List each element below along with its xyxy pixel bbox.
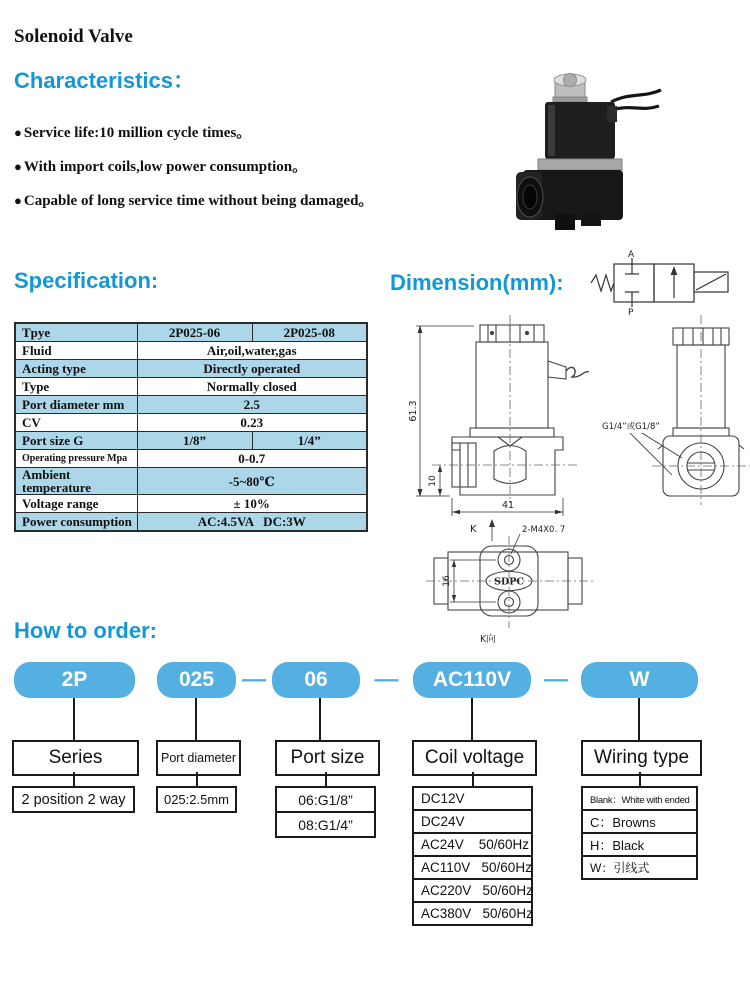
dim-offset-label: 10 xyxy=(428,475,438,487)
option-item: W：引线式 xyxy=(581,855,698,880)
option-item: DC24V xyxy=(412,809,533,834)
code-separator: — xyxy=(544,666,568,693)
connector-line xyxy=(325,772,327,786)
spec-label: Tpye xyxy=(15,323,137,342)
spec-label: Voltage range xyxy=(15,495,137,513)
spec-value: 2.5 xyxy=(137,396,367,414)
spec-label: Power consumption xyxy=(15,513,137,532)
spec-label: Ambient temperature xyxy=(15,468,137,495)
option-item: 025:2.5mm xyxy=(156,786,237,813)
port-diameter-options xyxy=(156,786,237,813)
page-title: Solenoid Valve xyxy=(14,26,133,47)
table-row xyxy=(15,450,367,468)
specification-heading: Specification: xyxy=(14,268,159,293)
hole-spacing-label: 16 xyxy=(442,575,452,587)
spec-value: Normally closed xyxy=(137,378,367,396)
spec-value: AC:4.5VA DC:3W xyxy=(137,513,367,532)
table-row xyxy=(15,323,367,342)
connector-line xyxy=(73,698,75,740)
connector-line xyxy=(195,698,197,740)
spec-value: 0-0.7 xyxy=(137,450,367,468)
wiring-type-options xyxy=(581,786,698,880)
spec-label: Type xyxy=(15,378,137,396)
spec-value: 1/4” xyxy=(252,432,367,450)
order-label-wiring-type: Wiring type xyxy=(581,740,702,776)
spec-value: ± 10% xyxy=(137,495,367,513)
front-view-drawing xyxy=(408,315,593,543)
option-item: 06:G1/8” xyxy=(275,786,376,813)
option-item: 08:G1/4” xyxy=(275,811,376,838)
order-label-port-size: Port size xyxy=(275,740,380,776)
product-photo-solenoid-valve xyxy=(483,66,698,241)
option-item: H：Black xyxy=(581,832,698,857)
dim-height-label: 61.3 xyxy=(408,400,419,422)
spec-label: Port diameter mm xyxy=(15,396,137,414)
option-item: Blank：White with ended xyxy=(581,786,698,811)
option-item: DC12V xyxy=(412,786,533,811)
connector-line xyxy=(73,772,75,786)
table-row xyxy=(15,360,367,378)
option-item: C：Browns xyxy=(581,809,698,834)
table-row xyxy=(15,468,367,495)
port-size-options xyxy=(275,786,376,838)
characteristic-text: With import coils,low power consumption。 xyxy=(23,159,308,175)
order-code-port-size: 06 xyxy=(272,662,360,698)
bullet-icon: ● xyxy=(14,159,22,174)
spec-value: Air,oil,water,gas xyxy=(137,342,367,360)
view-arrow-label: K xyxy=(470,524,477,535)
characteristic-text: Service life:10 million cycle times。 xyxy=(23,125,252,141)
specification-table xyxy=(14,322,368,532)
connector-line xyxy=(472,772,474,786)
table-row xyxy=(15,414,367,432)
symbol-port-p-label: P xyxy=(628,308,634,316)
characteristic-item xyxy=(14,121,251,142)
bullet-icon: ● xyxy=(14,125,22,140)
table-row xyxy=(15,513,367,532)
option-item: 2 position 2 way xyxy=(12,786,135,813)
coil-voltage-options xyxy=(412,786,533,926)
bottom-view-drawing xyxy=(426,520,598,647)
connector-line xyxy=(639,772,641,786)
characteristics-heading: Characteristics： xyxy=(14,68,195,93)
k-view-label: K向 xyxy=(480,634,496,645)
connector-line xyxy=(319,698,321,740)
order-label-port-diameter: Port diameter xyxy=(156,740,241,776)
symbol-port-a-label: A xyxy=(628,250,635,260)
characteristic-text: Capable of long service time without being damaged。 xyxy=(23,193,374,209)
spec-label: Port size G xyxy=(15,432,137,450)
option-item: AC110V 50/60Hz xyxy=(412,855,533,880)
spec-label: Acting type xyxy=(15,360,137,378)
pneumatic-symbol-diagram xyxy=(588,250,750,316)
thread-spec-label: 2-M4X0. 7 xyxy=(522,525,566,535)
bullet-icon: ● xyxy=(14,193,22,208)
spec-label: CV xyxy=(15,414,137,432)
characteristic-item xyxy=(14,189,373,210)
spec-label: Operating pressure Mpa xyxy=(15,450,137,468)
table-row xyxy=(15,378,367,396)
spec-label: Fluid xyxy=(15,342,137,360)
spec-value: 2P025-06 xyxy=(137,323,252,342)
option-item: AC220V 50/60Hz xyxy=(412,878,533,903)
dimension-heading: Dimension(mm): xyxy=(390,270,564,295)
brand-mark: SDPC xyxy=(494,576,524,588)
table-row xyxy=(15,396,367,414)
dim-width-label: 41 xyxy=(501,500,515,511)
table-row xyxy=(15,432,367,450)
connector-line xyxy=(638,698,640,740)
spec-value: -5~80℃ xyxy=(137,468,367,495)
spec-value: 0.23 xyxy=(137,414,367,432)
spec-value: 1/8” xyxy=(137,432,252,450)
spec-value: 2P025-08 xyxy=(252,323,367,342)
spec-value: Directly operated xyxy=(137,360,367,378)
order-code-wiring-type: W xyxy=(581,662,698,698)
option-item: AC24V 50/60Hz xyxy=(412,832,533,857)
order-code-coil-voltage: AC110V xyxy=(413,662,531,698)
side-view-drawing xyxy=(600,315,750,505)
series-options xyxy=(12,786,135,813)
code-separator: — xyxy=(242,666,266,693)
order-label-series: Series xyxy=(12,740,139,776)
order-label-coil-voltage: Coil voltage xyxy=(412,740,537,776)
code-separator: — xyxy=(374,666,399,693)
how-to-order-heading: How to order: xyxy=(14,618,157,643)
table-row xyxy=(15,495,367,513)
order-code-series: 2P xyxy=(14,662,135,698)
option-item: AC380V 50/60Hz xyxy=(412,901,533,926)
table-row xyxy=(15,342,367,360)
connector-line xyxy=(196,772,198,786)
port-thread-label: G1/4”或G1/8” xyxy=(602,422,660,432)
connector-line xyxy=(471,698,473,740)
characteristic-item xyxy=(14,155,307,176)
order-code-port-diameter: 025 xyxy=(157,662,236,698)
